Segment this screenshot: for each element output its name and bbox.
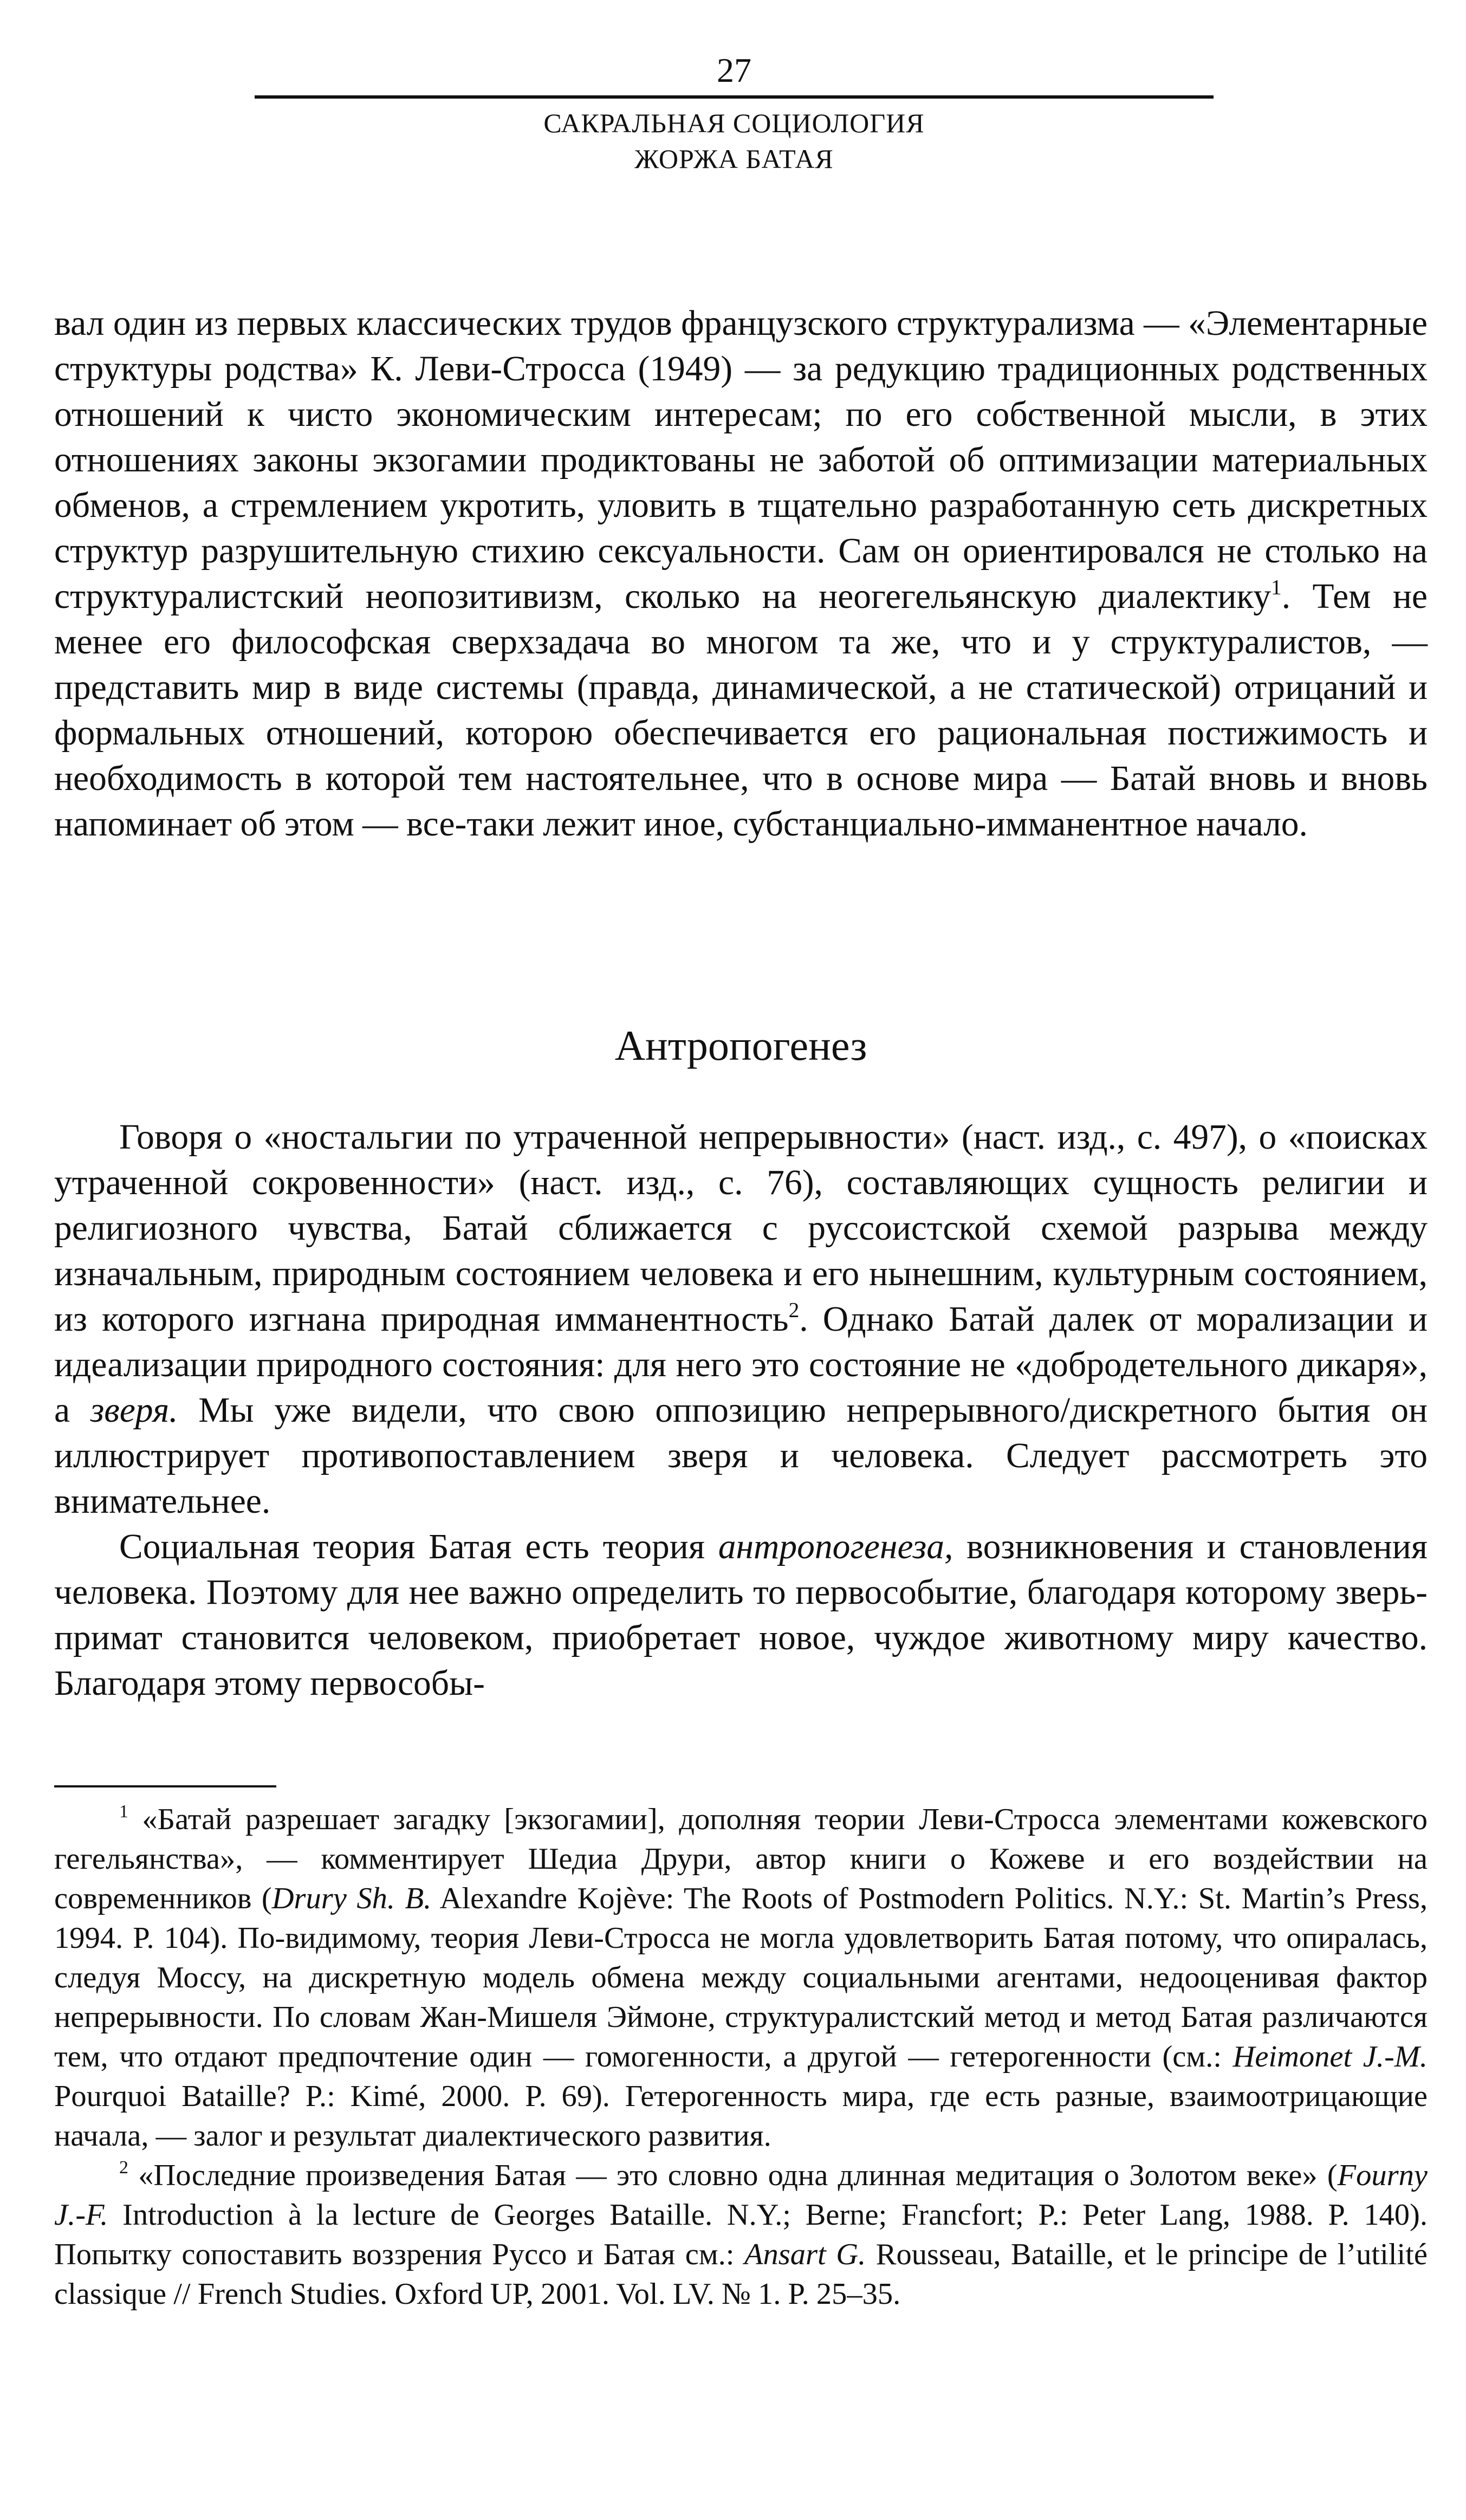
footnote-text: Alexandre Kojève: The Roots of Postmodern Politics. N.Y.: St. Martin’s Press, 1994. P. 104). По-видимому, теория Леви-Стросса не могла удовлетворить Батая потому, что опиралась, следуя Моссу, на дискретную модель обмена между социальными агентами, недооценивая фактор непрерывности. По словам Жан-Мишеля Эймоне, структуралистский метод и метод Батая различаются тем, что отдают предпочтение один — гомогенности, а другой — гетерогенности (см.: — [54, 1882, 1428, 2074]
paragraph-text: возникновения и становления человека. Поэтому для нее важно определить то первособытие, благодаря которому зверь-примат становится человеком, приобретает новое, чуждое животному миру качество. Благодаря этому первособы- — [54, 1527, 1428, 1703]
footnote-2 — [54, 2156, 1428, 2314]
footnote-number: 1 — [119, 1801, 128, 1822]
header-rule — [255, 95, 1214, 99]
footnote-ref-1: 1 — [1271, 575, 1282, 599]
section-heading: Антропогенез — [614, 1022, 867, 1069]
emphasis: Ansart G. — [744, 2238, 866, 2271]
footnote-text: Pourquoi Bataille? P.: Kimé, 2000. P. 69). Гетерогенность мира, где есть разные, взаимоотрицающие начала, — залог и результат диалектического развития. — [54, 2080, 1428, 2153]
footnote-separator — [54, 1785, 276, 1787]
paragraph-text: Говоря о «ностальгии по утраченной непрерывности» (наст. изд., с. 497), о «поисках утраченной сокровенности» (наст. изд., с. 76), составляющих сущность религии и религиозного чувства, Батай сближается с руссоистской схемой разрыва между изначальным, природным состоянием человека и его нынешним, культурным состоянием, из которого изгнана природная имманентность — [54, 1118, 1428, 1339]
paragraph — [54, 1524, 1428, 1706]
running-title-line-1: САКРАЛЬНАЯ СОЦИОЛОГИЯ — [543, 108, 925, 138]
footnote-number: 2 — [119, 2157, 128, 2178]
emphasis: Fourny J.-F. — [54, 2159, 1428, 2232]
body-text-top — [54, 301, 1428, 847]
footnote-text: «Последние произведения Батая — это словно одна длинная медитация о Золотом веке» ( — [128, 2159, 1338, 2192]
footnote-1 — [54, 1800, 1428, 2156]
emphasis: антропогенеза, — [718, 1527, 953, 1566]
page-number: 27 — [717, 51, 751, 89]
paragraph-continued — [54, 301, 1428, 847]
emphasis: Drury Sh. B. — [271, 1882, 432, 1915]
emphasis: Heimonet J.-M. — [1233, 2040, 1428, 2074]
footnotes — [54, 1800, 1428, 2314]
footnote-text: Introduction à la lecture de Georges Bataille. N.Y.; Berne; Francfort; P.: Peter Lang, 1988. P. 140). Попытку сопоставить воззрения Руссо и Батая см.: — [54, 2198, 1428, 2271]
footnote-text: «Батай разрешает загадку [экзогамии], дополняя теории Леви-Стросса элементами кожевского гегельянства», — комментирует Шедиа Друри, автор книги о Кожеве и его воздействии на современников ( — [54, 1803, 1428, 1915]
paragraph-text: вал один из первых классических трудов французского структурализма — «Элементарные структуры родства» К. Леви-Стросса (1949) — за редукцию традиционных родственных отношений к чисто экономическим интересам; по его собственной мысли, в этих отношениях законы экзогамии продиктованы не заботой об оптимизации материальных обменов, а стремлением укротить, уловить в тщательно разработанную сеть дискретных структур разрушительную стихию сексуальности. Сам он ориентировался не столько на структуралистский неопозитивизм, сколько на неогегельянскую диалектику — [54, 304, 1428, 616]
paragraph-text: Социальная теория Батая есть теория — [119, 1527, 718, 1566]
footnote-ref-2: 2 — [788, 1298, 800, 1322]
page-header — [255, 49, 1214, 177]
body-text-section — [54, 1115, 1428, 1706]
paragraph — [54, 1115, 1428, 1524]
footnote-text: Rousseau, Bataille, et le principe de l’utilité classique // French Studies. Oxford UP, 2001. Vol. LV. № 1. P. 25–35. — [54, 2238, 1428, 2311]
paragraph-text: . Тем не менее его философская сверхзадача во многом та же, что и у структуралистов, — представить мир в виде системы (правда, динамической, а не статической) отрицаний и формальных отношений, которою обеспечивается его рациональная постижимость и необходимость в которой тем настоятельнее, что в основе мира — Батай вновь и вновь напоминает об этом — все-таки лежит иное, субстанциально-имманентное начало. — [54, 577, 1428, 844]
paragraph-text: . Однако Батай далек от морализации и идеализации природного состояния: для него это состояние не «добродетельного дикаря», а — [54, 1300, 1428, 1430]
running-title-line-2: ЖОРЖА БАТАЯ — [634, 144, 834, 174]
paragraph-text: Мы уже видели, что свою оппозицию непрерывного/дискретного бытия он иллюстрирует противопоставлением зверя и человека. Следует рассмотреть это внимательнее. — [54, 1391, 1428, 1521]
emphasis: зверя. — [90, 1391, 178, 1430]
